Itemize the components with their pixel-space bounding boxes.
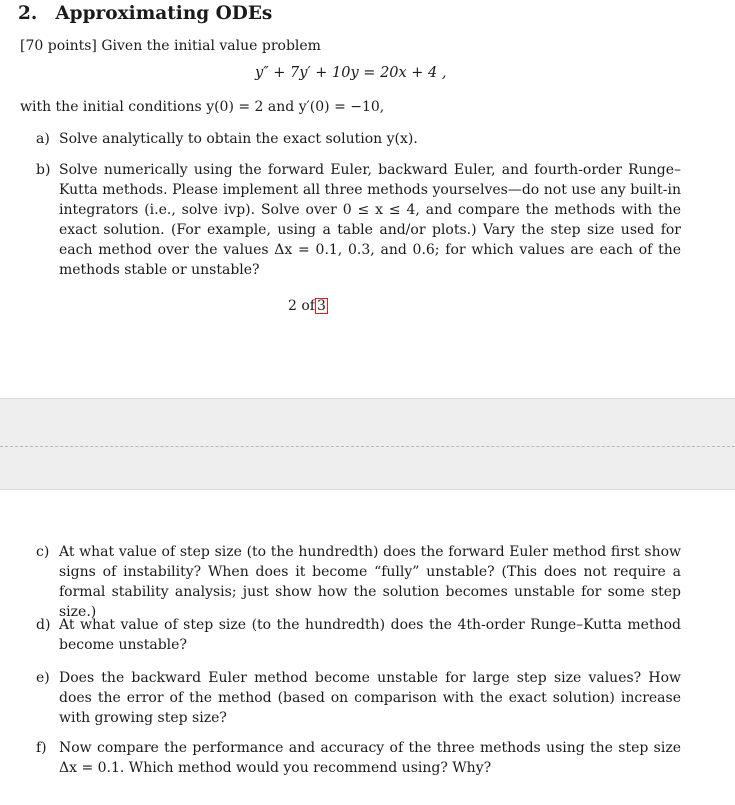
part-text: At what value of step size (to the hundredth) does the 4th-order Runge–Kutta method become unstable?	[59, 617, 681, 653]
part-label: f)	[36, 740, 47, 756]
part-text: Solve analytically to obtain the exact solution y(x).	[59, 131, 418, 147]
part-label: e)	[36, 670, 50, 686]
page-separator: of	[301, 298, 315, 314]
ode-equation: y″ + 7y′ + 10y = 20x + 4 ,	[255, 65, 447, 81]
part-label: d)	[36, 617, 51, 633]
pdf-page-top	[0, 0, 735, 398]
problem-number: 2.	[18, 3, 38, 24]
part-label: c)	[36, 544, 50, 560]
page-gap	[0, 398, 735, 490]
page-break-divider	[0, 446, 735, 447]
problem-heading	[18, 3, 272, 24]
part-text: Does the backward Euler method become unstable for large step size values? How does the error of the method (based on comparison with the exact solution) increase with growing step size?	[59, 670, 681, 726]
pdf-page-bottom	[0, 490, 735, 805]
current-page: 2	[288, 298, 297, 314]
page-indicator	[288, 298, 328, 314]
part-label: b)	[36, 162, 51, 178]
part-text: At what value of step size (to the hundredth) does the forward Euler method first show signs of instability? When does it become “fully” unstable? (This does not require a formal stability analysis; just show how the solution becomes unstable for some step size.)	[59, 544, 681, 620]
part-label: a)	[36, 131, 50, 147]
problem-intro: [70 points] Given the initial value problem	[20, 38, 321, 54]
problem-title: Approximating ODEs	[55, 3, 273, 24]
total-pages[interactable]: 3	[317, 298, 326, 314]
initial-conditions: with the initial conditions y(0) = 2 and y′(0) = −10,	[20, 99, 385, 115]
part-text: Now compare the performance and accuracy of the three methods using the step size Δx = 0.1. Which method would you recommend using? Why?	[59, 740, 681, 776]
part-text: Solve numerically using the forward Euler, backward Euler, and fourth-order Runge–Kutta methods. Please implement all three methods yourselves—do not use any built-in integrators (i.e., solve ivp). Solve over 0 ≤ x ≤ 4, and compare the methods with the exact solution. (For example, using a table and/or plots.) Vary the step size used for each method over the values Δx = 0.1, 0.3, and 0.6; for which values are each of the methods stable or unstable?	[59, 162, 681, 278]
